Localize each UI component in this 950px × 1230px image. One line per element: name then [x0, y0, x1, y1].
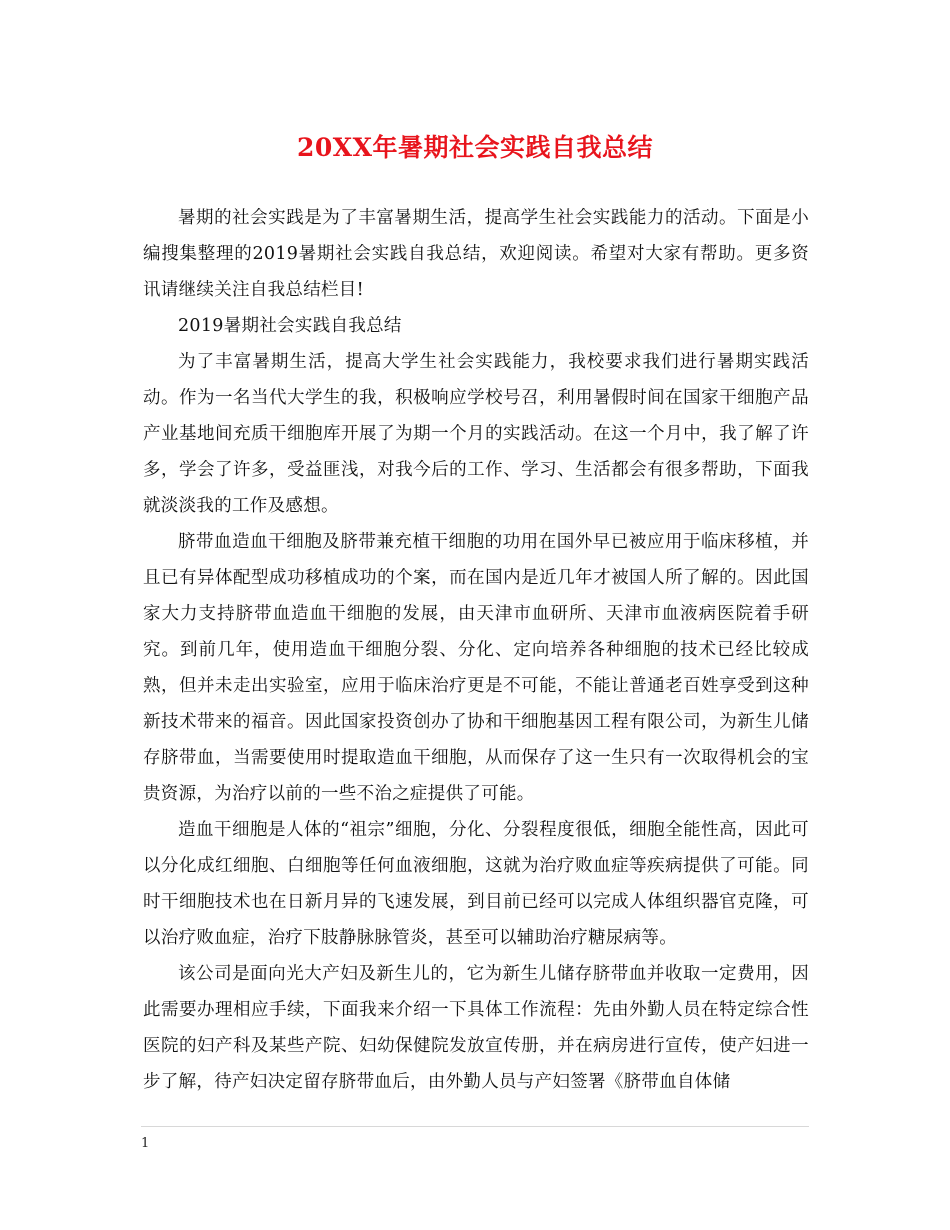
document-title: 20XX年暑期社会实践自我总结 — [296, 133, 654, 162]
intro-paragraph: 暑期的社会实践是为了丰富暑期生活，提高学生社会实践能力的活动。下面是小编搜集整理的2019暑期社会实践自我总结，欢迎阅读。希望对大家有帮助。更多资讯请继续关注自我总结栏目! — [143, 208, 809, 300]
footer-divider — [141, 1126, 809, 1127]
page-number: 1 — [141, 1136, 150, 1151]
body-paragraph: 为了丰富暑期生活，提高大学生社会实践能力，我校要求我们进行暑期实践活动。作为一名当代大学生的我，积极响应学校号召，利用暑假时间在国家干细胞产品产业基地间充质干细胞库开展了为期一个月的实践活动。在这一个月中，我了解了许多，学会了许多，受益匪浅，对我今后的工作、学习、生活都会有很多帮助，下面我就淡淡我的工作及感想。 — [143, 352, 809, 516]
section-heading: 2019暑期社会实践自我总结 — [178, 316, 402, 336]
document-body — [143, 200, 809, 1100]
body-paragraph: 造血干细胞是人体的“祖宗”细胞，分化、分裂程度很低，细胞全能性高，因此可以分化成红细胞、白细胞等任何血液细胞，这就为治疗败血症等疾病提供了可能。同时干细胞技术也在日新月异的飞速发展，到目前已经可以完成人体组织器官克隆，可以治疗败血症，治疗下肢静脉脉管炎，甚至可以辅助治疗糖尿病等。 — [143, 820, 809, 948]
body-paragraph: 脐带血造血干细胞及脐带兼充植干细胞的功用在国外早已被应用于临床移植，并且已有异体配型成功移植成功的个案，而在国内是近几年才被国人所了解的。因此国家大力支持脐带血造血干细胞的发展，由天津市血研所、天津市血液病医院着手研究。到前几年，使用造血干细胞分裂、分化、定向培养各种细胞的技术已经比较成熟，但并未走出实验室，应用于临床治疗更是不可能，不能让普通老百姓享受到这种新技术带来的福音。因此国家投资创办了协和干细胞基因工程有限公司，为新生儿储存脐带血，当需要使用时提取造血干细胞，从而保存了这一生只有一次取得机会的宝贵资源，为治疗以前的一些不治之症提供了可能。 — [143, 532, 809, 804]
body-paragraph: 该公司是面向光大产妇及新生儿的，它为新生儿储存脐带血并收取一定费用，因此需要办理相应手续，下面我来介绍一下具体工作流程：先由外勤人员在特定综合性医院的妇产科及某些产院、妇幼保健院发放宣传册，并在病房进行宣传，使产妇进一步了解，待产妇决定留存脐带血后，由外勤人员与产妇签署《脐带血自体储 — [143, 964, 809, 1092]
